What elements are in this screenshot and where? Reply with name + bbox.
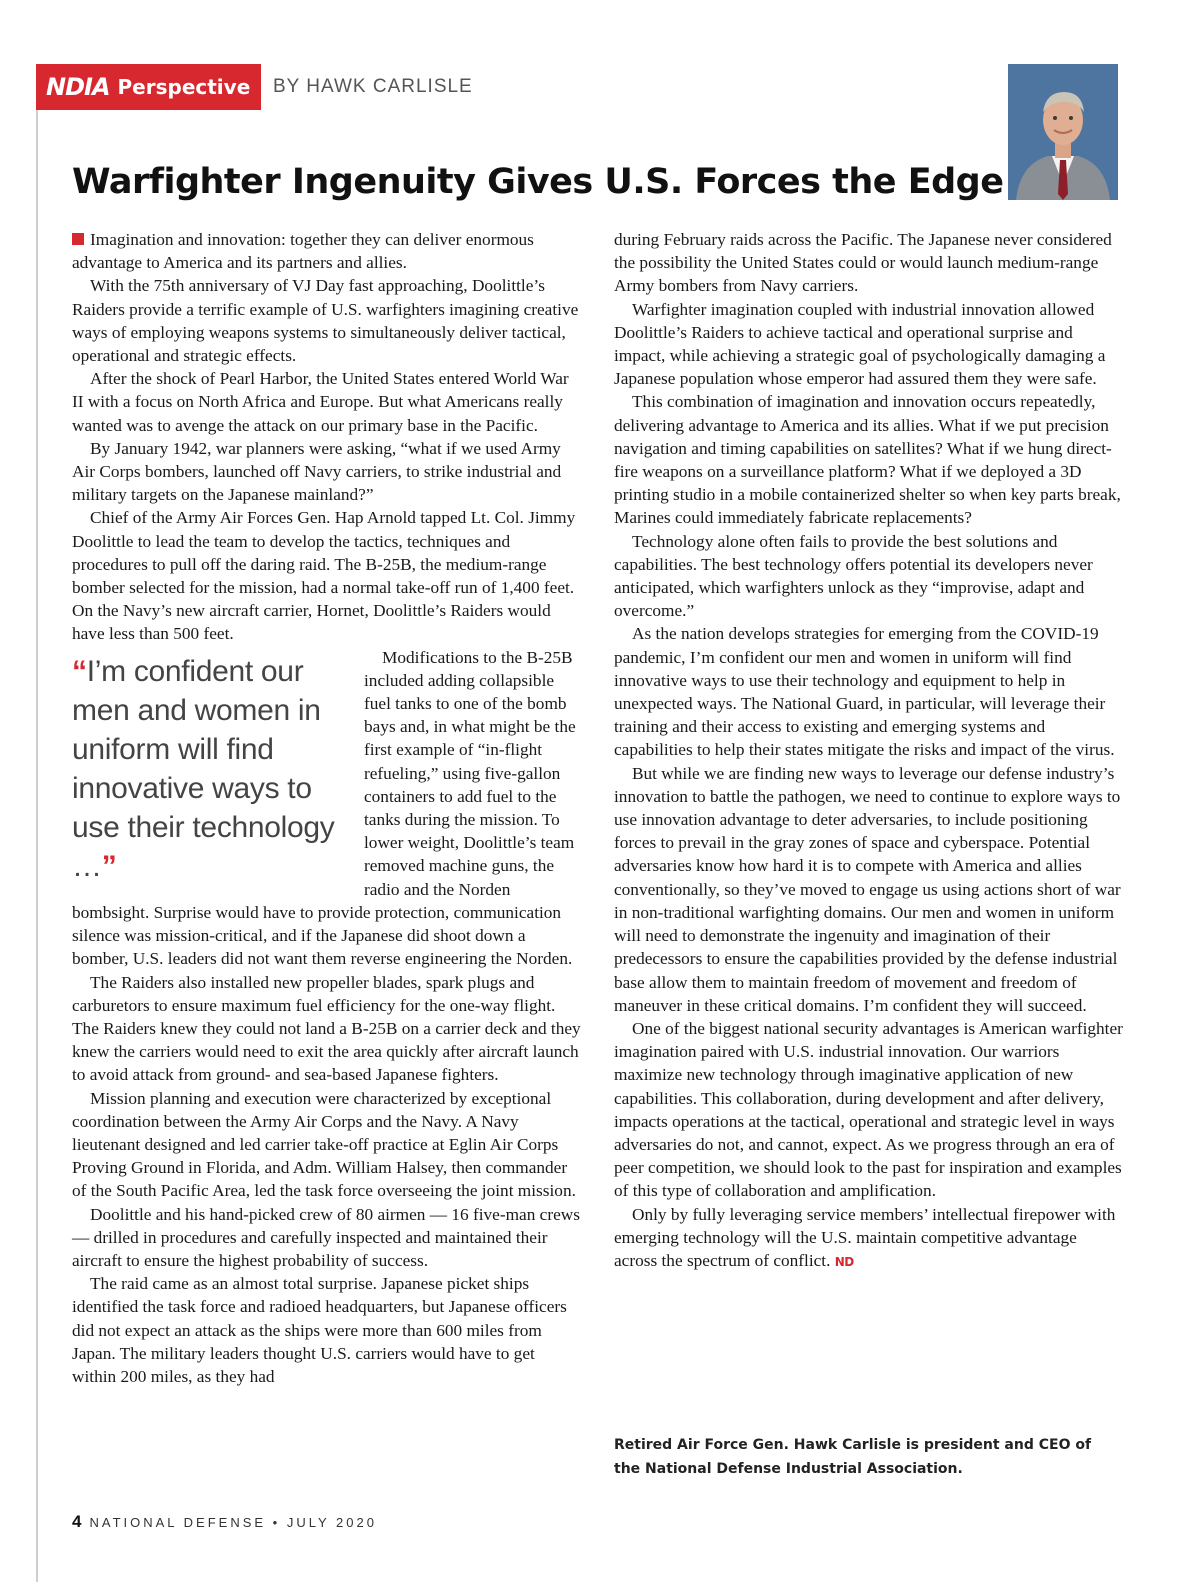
- paragraph: The raid came as an almost total surprise. Japanese picket ships identified the task force and radioed headquarters, but Japanese officers did not expect an attack as the ships were more than 600 miles from Japan. The military leaders thought U.S. carriers would have to get within 200 miles, as they had: [72, 1274, 567, 1386]
- article-column-right: [614, 228, 1124, 1274]
- paragraph: during February raids across the Pacific. The Japanese never considered the possibility the United States could or would launch medium-range Army bombers from Navy carriers.: [614, 230, 1112, 296]
- lead-square-icon: [72, 233, 84, 245]
- page-number: 4: [72, 1512, 82, 1531]
- paragraph: As the nation develops strategies for emerging from the COVID-19 pandemic, I’m confident our men and women in uniform will find innovative ways to use their technology and equipment to help in unexpected ways. The National Guard, in particular, will leverage their training and their access to existing and emerging systems and capabilities to help their states mitigate the risks and impact of the virus.: [614, 624, 1115, 760]
- pull-quote: [72, 646, 352, 886]
- pull-quote-text: I’m confident our men and women in uniform will find innovative ways to use their technology …: [72, 654, 335, 883]
- paragraph: After the shock of Pearl Harbor, the United States entered World War II with a focus on North Africa and Europe. But what Americans really wanted was to avenge the attack on our primary base in the Pacific.: [72, 369, 569, 435]
- page-footer: [72, 1512, 377, 1532]
- paragraph: [72, 228, 582, 274]
- paragraph: By January 1942, war planners were asking, “what if we used Army Air Corps bombers, launched off Navy carriers, to strike industrial and military targets on the Japanese mainland?”: [72, 438, 562, 505]
- pull-quote-open-mark: “: [72, 654, 87, 688]
- article-headline: Warfighter Ingenuity Gives U.S. Forces the Edge: [72, 162, 1004, 202]
- paragraph: One of the biggest national security advantages is American warfighter imagination paired with U.S. industrial innovation. Our warriors maximize new technology through imaginative application of new capabilities. This collaboration, during development and after delivery, impacts operations at the tactical, operational and strategic level in ways adversaries do not, and cannot, expect. As we progress through an era of peer competition, we should look to the past for inspiration and examples of this type of collaboration and amplification.: [614, 1018, 1123, 1201]
- section-label: Perspective: [117, 75, 251, 99]
- article-column-left: [72, 228, 582, 1388]
- paragraph: Mission planning and execution were characterized by exceptional coordination between the Army Air Corps and the Navy. A Navy lieutenant designed and led carrier take-off practice at Eglin Air Corps Proving Ground in Florida, and Adm. William Halsey, then commander of the South Pacific Area, led the task force overseeing the joint mission.: [72, 1088, 576, 1201]
- portrait-illustration: [1008, 64, 1118, 200]
- paragraph: This combination of imagination and innovation occurs repeatedly, delivering advantage to America and its allies. What if we put precision navigation and timing capabilities on satellites? What if we hung direct-fire weapons on a surveillance platform? What if we deployed a 3D printing studio in a mobile containerized shelter so when key parts break, Marines could immediately fabricate replacements?: [614, 392, 1121, 528]
- paragraph: Modifications to the B-25B included adding collapsible fuel tanks to one of the bomb bays and, in what might be the first example of “in-flight refueling,” using five-gallon containers to add fuel to the tanks during the mission. To lower weight, Doolittle’s team removed machine guns, the radio and the Norden bombsight. Surprise would have to provide protection, communication silence was mission-critical, and if the Japanese did shoot down a bomber, U.S. leaders did not want them reverse engineering the Norden.: [72, 647, 576, 969]
- ndia-logo: NDIA: [46, 73, 110, 101]
- paragraph: Technology alone often fails to provide the best solutions and capabilities. The best technology offers potential its developers never anticipated, which warfighters unlock as they “improvise, adapt and overcome.”: [614, 531, 1093, 621]
- paragraph: With the 75th anniversary of VJ Day fast approaching, Doolittle’s Raiders provide a terrific example of U.S. warfighters imagining creative ways of employing weapons systems to simultaneously deliver tactical, operational and strategic effects.: [72, 276, 579, 366]
- paragraph: Chief of the Army Air Forces Gen. Hap Arnold tapped Lt. Col. Jimmy Doolittle to lead the team to develop the tactics, techniques and procedures to pull off the daring raid. The B-25B, the medium-range bomber selected for the mission, had a normal take-off run of 1,400 feet. On the Navy’s new aircraft carrier, Hornet, Doolittle’s Raiders would have less than 500 feet.: [72, 508, 576, 644]
- paragraph: [614, 1203, 1124, 1275]
- pull-quote-close-mark: ”: [101, 849, 117, 883]
- author-bio: Retired Air Force Gen. Hawk Carlisle is president and CEO of the National Defense Industrial Association.: [614, 1437, 1092, 1477]
- paragraph: Warfighter imagination coupled with industrial innovation allowed Doolittle’s Raiders to achieve tactical and operational surprise and impact, while achieving a strategic goal of psychologically damaging a Japanese population whose emperor had assured them they were safe.: [614, 299, 1106, 389]
- paragraph-text: Only by fully leveraging service members’ intellectual firepower with emerging technology will the U.S. maintain competitive advantage across the spectrum of conflict.: [614, 1204, 1116, 1270]
- paragraph: Doolittle and his hand-picked crew of 80 airmen — 16 five-man crews — drilled in procedures and carefully inspected and maintained their aircraft to ensure the highest probability of success.: [72, 1204, 580, 1270]
- end-mark-icon: ND: [834, 1254, 854, 1269]
- page-margin-rule: [36, 64, 38, 1582]
- author-portrait-icon: [1008, 64, 1118, 200]
- publication-line: NATIONAL DEFENSE • JULY 2020: [89, 1515, 377, 1530]
- section-masthead: [36, 64, 261, 110]
- paragraph: But while we are finding new ways to leverage our defense industry’s innovation to battle the pathogen, we need to continue to explore ways to use innovation advantage to deter adversaries, to include positioning forces to prevail in the gray zones of space and cyberspace. Potential adversaries know how hard it is to compete with America and allies conventionally, so they’ve moved to engage us using actions short of war in non-traditional warfighting domains. Our men and women in uniform will need to demonstrate the ingenuity and imagination of their predecessors to ensure the capabilities provided by the defense industrial base allow them to maintain freedom of movement and freedom of maneuver in these critical domains. I’m confident they will succeed.: [614, 763, 1121, 1015]
- paragraph-text: Imagination and innovation: together they can deliver enormous advantage to America and its partners and allies.: [72, 230, 534, 273]
- byline: BY HAWK CARLISLE: [273, 76, 473, 97]
- paragraph: The Raiders also installed new propeller blades, spark plugs and carburetors to ensure maximum fuel efficiency for the one-way flight. The Raiders knew they could not land a B-25B on a carrier deck and they knew the carriers would need to exit the area quickly after aircraft launch to avoid attack from ground- and sea-based Japanese fighters.: [72, 972, 581, 1085]
